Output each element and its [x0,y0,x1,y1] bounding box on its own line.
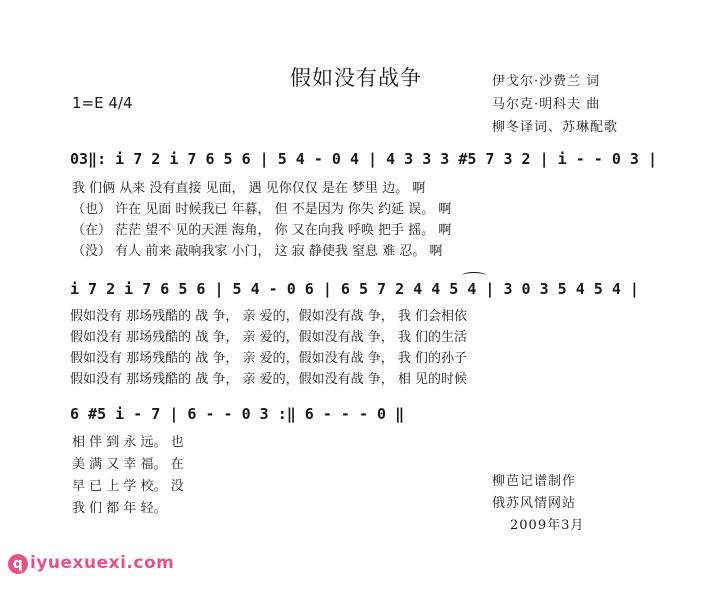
system3-lyric-1: 相 伴 到 永 远。 也 [72,435,184,450]
system3-lyric-2: 美 满 又 幸 福。 在 [72,457,184,472]
source-site: 俄苏风情网站 [492,496,577,511]
system2-lyric-1: 假如没有 那场残酷的 战 争， 亲 爱的，假如没有战 争， 我 们会相依 [70,309,468,324]
system3-notes: 6 #5 i - 7 | 6 - - 0 3 :‖ 6 - - - 0 ‖ [70,405,405,423]
translator-credit: 柳冬译词、苏琳配歌 [492,120,619,135]
watermark-logo-icon: q [8,554,28,574]
system2-lyric-3: 假如没有 那场残酷的 战 争， 亲 爱的，假如没有战 争， 我 们的孙子 [70,351,468,366]
score-maker: 柳芭记谱制作 [492,474,577,489]
site-watermark[interactable] [8,553,174,574]
system1-lyric-4: （没） 有人 前来 敲响我家 小门， 这 寂 静使我 窒息 难 忍。 啊 [72,244,443,259]
system1-lyric-3: （在） 茫茫 望不 见的天涯 海角， 你 又在向我 呼唤 把手 摇。 啊 [72,223,452,238]
key-signature: 1=E 4/4 [72,94,133,112]
system1-lyric-1: 我 们俩 从来 没有直接 见面， 遇 见你仅仅 是在 梦里 边。 啊 [72,181,426,196]
system1-lyric-2: （也） 许在 见面 时候我已 年暮， 但 不是因为 你失 约延 误。 啊 [72,202,452,217]
system2-lyric-2: 假如没有 那场残酷的 战 争， 亲 爱的，假如没有战 争， 我 们的生活 [70,330,468,345]
system3-lyric-3: 早 已 上 学 校。 没 [72,479,184,494]
system3-lyric-4: 我 们 都 年 轻。 [72,501,167,516]
lyricist-credit: 伊戈尔·沙费兰 词 [492,74,601,89]
system1-notes: 03‖: i 7 2 i 7 6 5 6 | 5 4 - 0 4 | 4 3 3 3 #5 7 3 2 | i - - 0 3 | [70,150,657,168]
score-date: 2009年3月 [510,518,585,533]
system2-notes: i 7 2 i 7 6 5 6 | 5 4 - 0 6 | 6 5 7 2 4 4 5 4 | 3 0 3 5 4 5 4 | [70,280,639,298]
watermark-text: iyuexuexi.com [30,553,175,573]
system2-lyric-4: 假如没有 那场残酷的 战 争， 亲 爱的，假如没有战 争， 相 见的时候 [70,372,468,387]
composer-credit: 马尔克·明科夫 曲 [492,97,601,112]
tie-arc [462,272,486,279]
song-title: 假如没有战争 [290,66,422,90]
